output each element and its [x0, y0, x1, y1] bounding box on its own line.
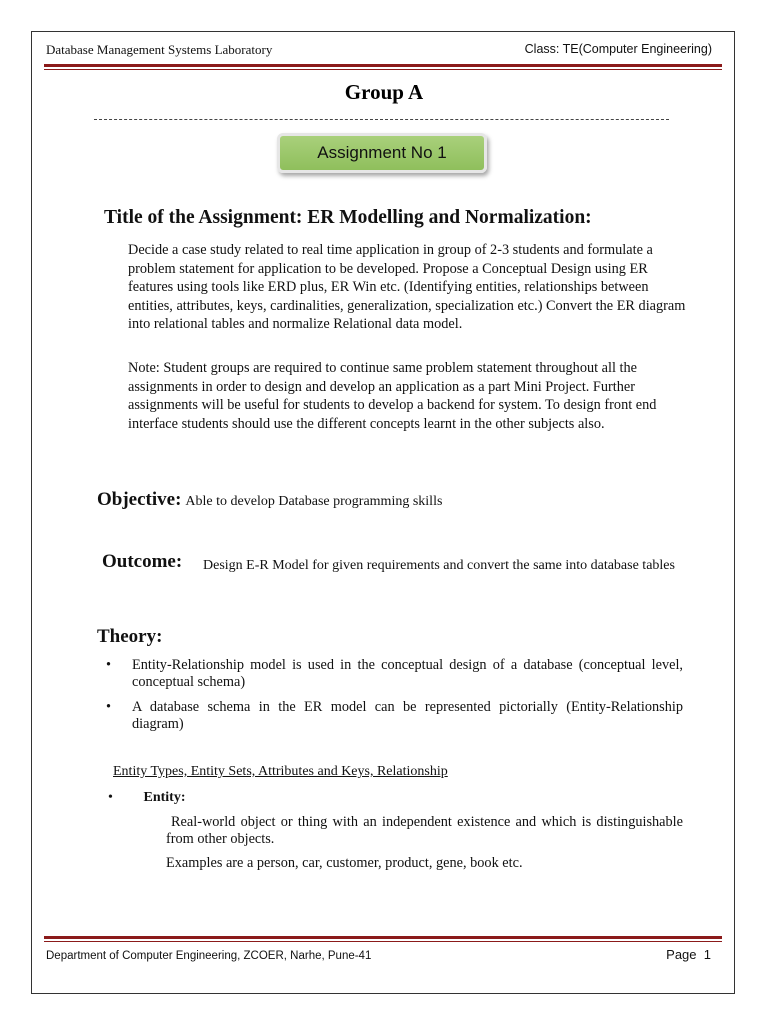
- page-label: Page: [666, 947, 697, 962]
- header-lab-name: Database Management Systems Laboratory: [46, 42, 273, 57]
- assignment-label-box: Assignment No 1: [277, 133, 487, 173]
- section-heading: Entity Types, Entity Sets, Attributes and Keys, Relationship: [113, 764, 448, 779]
- group-title: Group A: [344, 80, 424, 104]
- dashed-divider: [94, 119, 669, 120]
- entity-label: Entity:: [143, 790, 186, 805]
- bullet-icon: •: [108, 790, 113, 805]
- objective-text: Able to develop Database programming skills: [185, 494, 443, 509]
- entity-definition: Real-world object or thing with an independent existence and which is distinguishable from other objects.: [166, 814, 683, 847]
- theory-bullet-1: [100, 657, 683, 691]
- objective-label: Objective:: [97, 489, 182, 510]
- assignment-title: Title of the Assignment: ER Modelling and Normalization:: [104, 207, 592, 228]
- outcome-text: Design E-R Model for given requirements and convert the same into database tables: [203, 558, 675, 573]
- description-paragraph: Decide a case study related to real time application in group of 2-3 students and formulate a problem statement for application to be developed. Propose a Conceptual Design using ER features using tools like ERD plus, ER Win etc. (Identifying entities, relationships between entities, attributes, keys, cardinalities, generalization, specialization etc.) Convert the ER diagram into relational tables and normalize Relational data model.: [128, 242, 686, 332]
- page-border: [31, 31, 735, 994]
- theory-bullet-2: [100, 699, 683, 733]
- note-paragraph: Note: Student groups are required to continue same problem statement throughout all the assignments in order to design and develop an application as a part Mini Project. Further assignments will be useful for students to develop a backend for system. To design front end interface students should use the different concepts learnt in the other subjects also.: [128, 360, 657, 432]
- page-number: 1: [703, 947, 711, 962]
- footer-page: [666, 947, 711, 962]
- footer-rule-thick: [44, 936, 722, 939]
- theory-label: Theory:: [97, 626, 163, 647]
- entity-examples: Examples are a person, car, customer, product, gene, book etc.: [166, 855, 523, 871]
- objective-section: [97, 489, 442, 511]
- header-class: Class: TE(Computer Engineering): [524, 42, 712, 56]
- bullet-icon: •: [106, 699, 112, 715]
- entity-bullet: [108, 790, 186, 806]
- footer-department: Department of Computer Engineering, ZCOER, Narhe, Pune-41: [46, 950, 372, 962]
- header-rule-thick: [44, 64, 722, 67]
- footer-rule-thin: [44, 941, 722, 942]
- theory-bullet-text: Entity-Relationship model is used in the conceptual design of a database (conceptual level, conceptual schema): [132, 657, 683, 690]
- header-rule-thin: [44, 69, 722, 70]
- theory-bullet-text: A database schema in the ER model can be represented pictorially (Entity-Relationship diagram): [132, 699, 683, 732]
- bullet-icon: •: [106, 657, 112, 673]
- outcome-label: Outcome:: [102, 551, 183, 572]
